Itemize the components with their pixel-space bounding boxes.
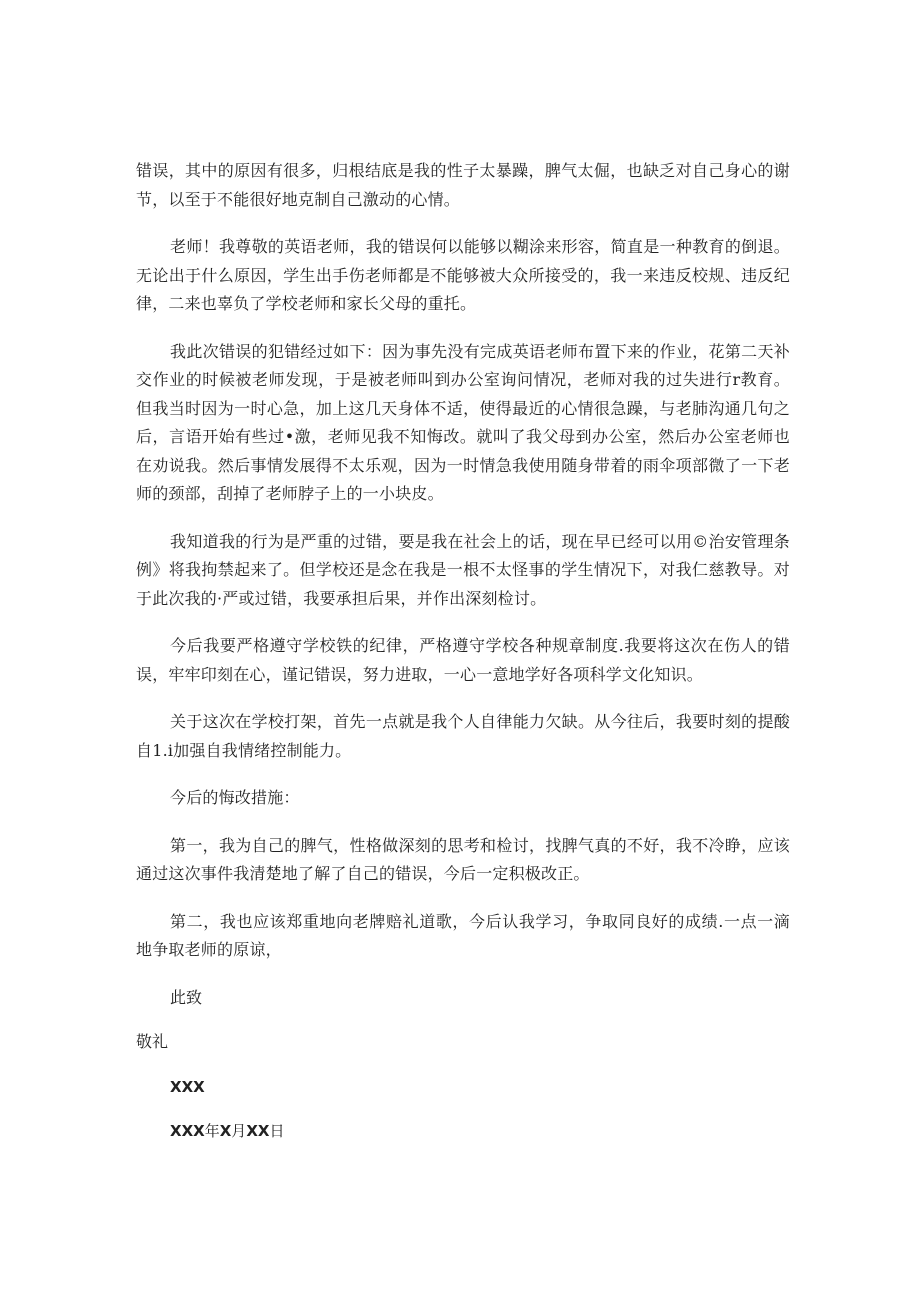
greeting-line: 敬礼 bbox=[136, 1032, 169, 1051]
paragraph-7: 今后的悔改措施： bbox=[170, 788, 300, 807]
date-year: XXX bbox=[170, 1122, 205, 1140]
signature-date bbox=[136, 1117, 790, 1146]
paragraph-8: 第一，我为自己的脾气，性格做深刻的思考和检讨，找脾气真的不好，我不冷睁，应该通过这次事件我清楚地了解了自己的错误，今后一定积极改正。 bbox=[136, 835, 790, 883]
paragraph-3: 我此次错误的犯错经过如下：因为事先没有完成英语老师布置下来的作业，花第二天补交作业的时候被老师发现，于是被老师叫到办公室询问情况，老师对我的过失进行r教育。但我当时因为一时心急，加上这几天身体不适，使得最近的心情很急躁，与老肺沟通几句之后，言语开始有些过•激，老师见我不知悔改。就叫了我父母到办公室，然后办公室老师也在劝说我。然后事情发展得不太乐观，因为一时情急我使用随身带着的雨伞项部微了一下老师的颈部，刮掉了老师脖子上的一小块皮。 bbox=[136, 341, 790, 503]
closing-line: 此致 bbox=[170, 987, 203, 1007]
paragraph-5: 今后我要严格遵守学校铁的纪律，严格遵守学校各种规章制度.我要将这次在伤人的错误，牢牢印刻在心，谨记错误，努力进取，一心一意地学好各项科学文化知识。 bbox=[136, 636, 790, 684]
paragraph-9: 第二，我也应该郑重地向老牌赔礼道歌，今后认我学习，争取同良好的成绩.一点一滴地争取老师的原谅， bbox=[136, 911, 790, 959]
signature: XXX bbox=[170, 1077, 205, 1096]
date-day: XX bbox=[246, 1122, 270, 1140]
date-day-unit: 日 bbox=[269, 1122, 285, 1140]
letter-body bbox=[136, 157, 790, 1162]
date-month: X bbox=[219, 1122, 232, 1140]
paragraph-4: 我知道我的行为是严重的过错，要是我在社会上的话，现在早已经可以用©治安管理条例》将我拘禁起来了。但学校还是念在我是一根不太怪事的学生情况下，对我仁慈教导。对于此次我的·严或过错，我要承担后果，并作出深刻检讨。 bbox=[136, 531, 790, 608]
paragraph-1: 错误，其中的原因有很多，归根结底是我的性子太暴躁，脾气太倔，也缺乏对自己身心的谢节，以至于不能很好地克制自己激动的心情。 bbox=[136, 161, 790, 209]
date-year-unit: 年 bbox=[204, 1122, 220, 1140]
paragraph-2: 老师！我尊敬的英语老师，我的错误何以能够以糊涂来形容，简直是一种教育的倒退。无论出于什么原因，学生出手伤老师都是不能够被大众所接受的，我一来违反校规、违反纪律，二来也辜负了学校老师和家长父母的重托。 bbox=[136, 237, 790, 313]
date-month-unit: 月 bbox=[231, 1122, 247, 1140]
paragraph-6: 关于这次在学校打架，首先一点就是我个人自律能力欠缺。从今往后，我要时刻的提酸自1.i加强自我情绪控制能力。 bbox=[136, 712, 790, 760]
